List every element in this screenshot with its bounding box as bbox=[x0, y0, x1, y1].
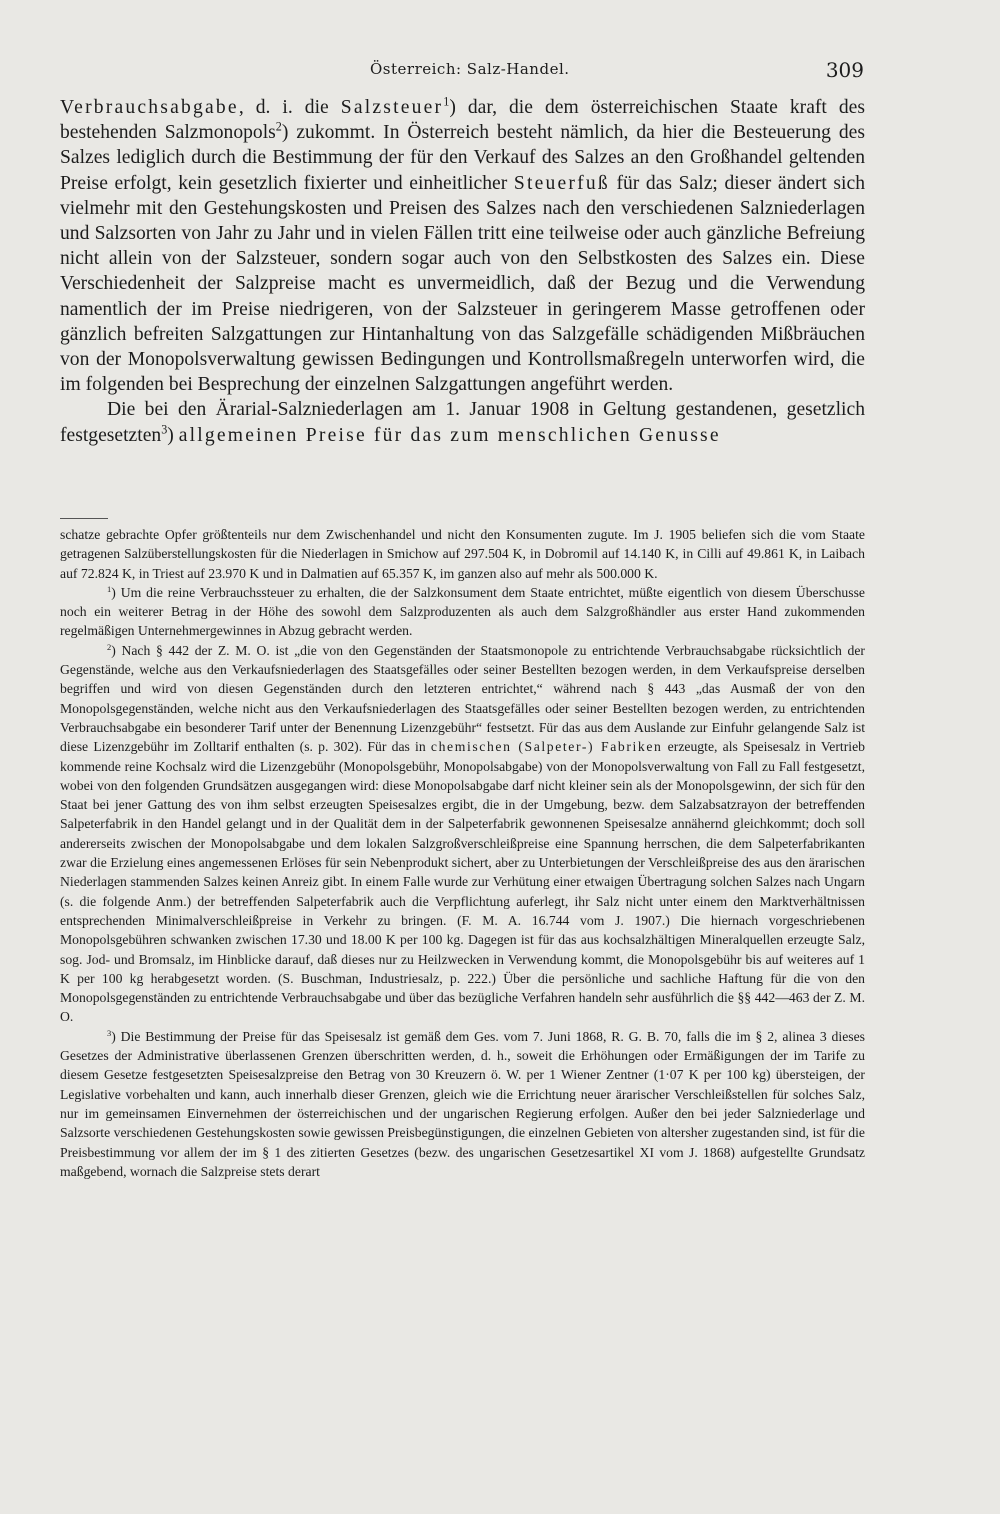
footnote-text: ) Um die reine Verbrauchssteuer zu erhalten, die der Salzkonsument dem Staate entrichtet, müßte eigentlich von diesem Überschusse noch ein weiterer Betrag in der Höhe des sowohl dem Salzproduzenten als auch dem Salzgroßhändler aus erster Hand zukommenden regelmäßigen Unternehmergewinnes in Abzug gebracht werden. bbox=[60, 584, 865, 639]
footnote-2 bbox=[60, 641, 865, 1027]
footnote-separator bbox=[60, 518, 108, 519]
footnote-mark: 2 bbox=[107, 641, 112, 652]
running-title: Österreich: Salz-Handel. bbox=[370, 60, 570, 78]
footnote-text: ) Die Bestimmung der Preise für das Speisesalz ist gemäß dem Ges. vom 7. Juni 1868, R. G. B. 70, falls die im § 2, alinea 3 dieses Gesetzes der Administrative überlassenen Grenzen überschritten werden, d. h., soweit die Erhöhungen oder Ermäßigungen der im Tarife zu diesem Gesetze festgesetzten Speisesalzpreise den Betrag von 30 Kreuzern ö. W. per 1 Wiener Zentner (1·07 K per 100 kg) übersteigen, der Legislative vorbehalten und kann, auch innerhalb dieser Grenzen, gleich wie die Errichtung neuer ärarischer Verschleißstellen für solches Salz, nur im gemeinsamen Einvernehmen der österreichischen und der ungarischen Regierung erfolgen. Außer den bei jeder Salzniederlage und Salzsorte verschiedenen Gestehungskosten sowie gewissen Preisbegünstigungen, die einzelnen Gebieten von altersher zugestanden sind, ist für die Preisbestimmung vor allem der im § 1 des zitierten Gesetzes (bezw. des ungarischen Gesetzesartikel XI vom J. 1868) aufgestellte Grundsatz maßgebend, wornach die Salzpreise stets derart bbox=[60, 1028, 865, 1179]
footnote-continuation: schatze gebrachte Opfer größtenteils nur dem Zwischenhandel und nicht den Konsumenten zugute. Im J. 1905 beliefen sich die vom Staate getragenen Salzüberstellungskosten für die Niederlagen in Smichow auf 297.504 K, in Dobromil auf 14.140 K, in Cilli auf 49.861 K, in Laibach auf 72.824 K, in Triest auf 23.970 K und in Dalmatien auf 65.357 K, im ganzen also auf mehr als 500.000 K. bbox=[60, 527, 865, 581]
footnote-1 bbox=[60, 583, 865, 641]
spaced-phrase-chemische-fabriken: chemischen (Salpeter-) Fabriken bbox=[430, 739, 663, 755]
spaced-term-salzsteuer: Salzsteuer bbox=[340, 97, 444, 118]
footnotes bbox=[60, 525, 865, 1181]
text-run: für das Salz; dieser ändert sich vielmehr mit den Gestehungskosten und Preisen des Salzes nach den verschiedenen Salzniederlagen und Salzsorten von Jahr zu Jahr und in vielen Fällen tritt eine teilweise oder auch gänzliche Befreiung nicht allein von der Salzsteuer, sondern sogar auch von den Selbstkosten des Salzes ein. Diese Verschiedenheit der Salzpreise macht es unvermeidlich, daß der Bezug und die Verwendung namentlich der im Preise niedrigeren, von der Salzsteuer in geringerem Masse getroffenen oder gänzlich befreiten Salzgattungen zur Hintanhaltung von das Salzgefälle schädigenden Mißbräuchen von der Monopolsverwaltung gewissen Bedingungen und Kontrollsmaßregeln unterworfen wird, die im folgenden bei Besprechung der einzelnen Salzgattungen angeführt werden. bbox=[60, 172, 865, 396]
footnote-mark: 3 bbox=[107, 1027, 112, 1038]
footnote-ref-3: 3 bbox=[161, 422, 168, 437]
page-header bbox=[60, 58, 864, 84]
spaced-term-steuerfuss: Steuerfuß bbox=[513, 172, 610, 194]
spaced-term-verbrauchsabgabe: Verbrauchsabgabe bbox=[60, 97, 239, 118]
main-text bbox=[60, 95, 865, 448]
footnote-text: ) Nach § 442 der Z. M. O. ist „die von den Gegenständen der Staatsmonopole zu entrichtende Verbrauchsabgabe rücksichtlich der Gegenstände, welche aus den Verkaufsniederlagen des Staatsgefälles oder seiner Bestellten bezogen werden, in dem Verkaufspreise derselben begriffen und wird von diesen Gegenständen durch den letzteren entrichtet,“ während nach § 443 „das Ausmaß der von den Monopolsgegenständen, welche nicht aus den Verkaufsniederlagen des Staatsgefälles oder seiner Bestellten bezogen werden, zu entrichtenden Verbrauchsabgabe ein besonderer Tarif unter der Benennung Lizenzgebühr“ festsetzt. Für das aus dem Auslande zur Einfuhr gelangende Salz ist diese Lizenzgebühr im Zolltarif enthalten (s. p. 302). Für das in bbox=[60, 642, 865, 755]
text-run: ) bbox=[167, 424, 179, 446]
spaced-phrase-allgemeine-preise: allgemeinen Preise für das zum menschlichen Genusse bbox=[178, 424, 721, 446]
footnote-mark: 1 bbox=[107, 583, 112, 594]
text-run: , d. i. die bbox=[238, 97, 341, 118]
footnote-text: erzeugte, als Speisesalz in Vertrieb kommende reine Kochsalz wird die Lizenzgebühr (Monopolsgebühr, Monopolsabgabe) von der Monopolsverwaltung von Fall zu Fall festgesetzt, wobei von den folgenden Grundsätzen ausgegangen wird: diese Monopolsabgabe darf nicht kleiner sein als der Monopolsgewinn, der sich für den Staat bei jener Gattung des von ihm selbst erzeugten Speisesalzes ergibt, die in der Umgebung, bezw. dem Salzabsatzrayon der betreffenden Salpeterfabrik in den Handel gelangt und in der Qualität dem in der Salpeterfabrik gewonnenen Speisesalze annähernd gleichkommt; doch soll andererseits zwischen der Monopolsabgabe und dem lokalen Salzgroßverschleißpreise eine Spannung herrschen, die dem Salpeterfabrikanten zwar die Erzielung eines angemessenen Erlöses für sein Nebenprodukt sichert, aber zu Unterbietungen der Verschleißpreise des aus den ärarischen Niederlagen stammenden Salzes keinen Anreiz gibt. In einem Falle wurde zur Verhütung einer etwaigen Übertragung solchen Salzes nach Ungarn (s. die folgende Anm.) der betreffenden Salpeterfabrik auch die Verpflichtung auferlegt, ihr Salz nicht unter einem den Marktverhältnissen entsprechenden Minimalverschleißpreise in Verkehr zu bringen. (F. M. A. 16.744 vom J. 1907.) Die hiernach vorgeschriebenen Monopolsgebühren schwanken zwischen 17.30 und 18.00 K per 100 kg. Dagegen ist für das aus kochsalzhältigen Mineralquellen erzeugte Salz, sog. Jod- und Bromsalz, im Hinblicke darauf, daß dieses nur zu Heilzwecken in Verwendung kommt, die Monopolsgebühr bis auf weiteres auf 1 K per 100 kg herabgesetzt worden. (S. Buschman, Industriesalz, p. 222.) Über die persönliche und sachliche Haftung für die von den Monopolsgegenständen zu entrichtende Verbrauchsabgabe und über das bezügliche Verfahren handeln sehr ausführlich die §§ 442—463 der Z. M. O. bbox=[60, 739, 866, 1025]
text-run: ) zukommt. In Österreich besteht nämlich, da hier die Besteuerung des Salzes lediglich durch die Bestimmung der für den Verkauf des Salzes an den Großhandel geltenden Preise erfolgt, kein gesetzlich fixierter und einheitlicher bbox=[60, 122, 865, 194]
paragraph-1 bbox=[60, 95, 865, 397]
page-number: 309 bbox=[825, 58, 864, 82]
paragraph-2 bbox=[60, 397, 865, 447]
footnote-ref-1: 1 bbox=[443, 94, 450, 109]
text-run: ) dar, die dem österreichischen Staate kraft des bestehenden Salzmonopols bbox=[60, 97, 865, 144]
footnote-3 bbox=[60, 1027, 865, 1181]
footnote-ref-2: 2 bbox=[275, 119, 282, 134]
text-run: Die bei den Ärarial-Salzniederlagen am 1. Januar 1908 in Geltung gestandenen, gesetzlich festgesetzten bbox=[60, 399, 865, 446]
